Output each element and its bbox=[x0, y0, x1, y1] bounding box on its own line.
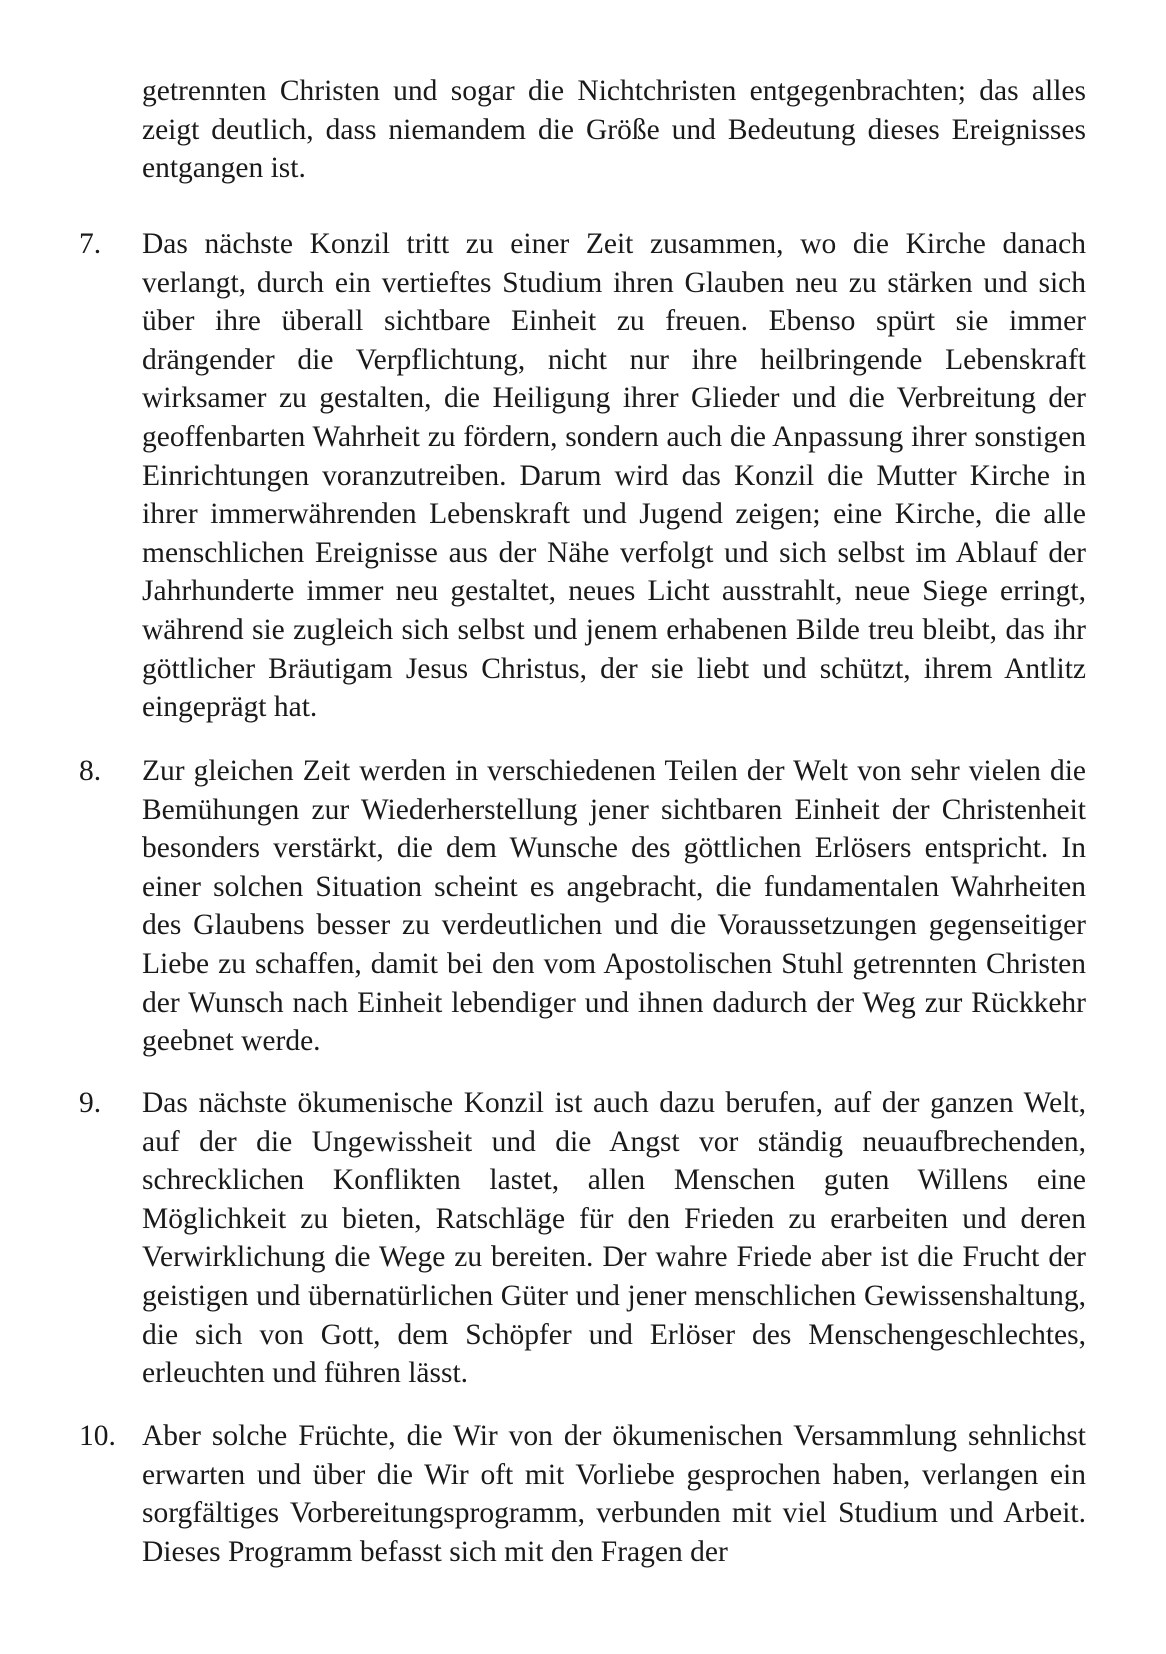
paragraph-7: Das nächste Konzil tritt zu einer Zeit zusammen, wo die Kirche danach verlangt, durch ein vertieftes Studium ihren Glauben neu zu stärken und sich über ihre überall sichtbare Einheit zu freuen. Ebenso spürt sie immer drängender die Verpflichtung, nicht nur ihre heilbringende Lebenskraft wirksamer zu gestalten, die Heiligung ihrer Glieder und die Verbreitung der geoffenbarten Wahrheit zu fördern, sondern auch die Anpassung ihrer sonstigen Einrichtungen voranzutreiben. Darum wird das Konzil die Mutter Kirche in ihrer immerwährenden Lebenskraft und Jugend zeigen; eine Kirche, die alle menschlichen Ereignisse aus der Nähe verfolgt und sich selbst im Ablauf der Jahrhunderte immer neu gestaltet, neues Licht ausstrahlt, neue Siege erringt, während sie zugleich sich selbst und jenem erhabenen Bilde treu bleibt, das ihr göttlicher Bräutigam Jesus Christus, der sie liebt und schützt, ihrem Antlitz eingeprägt hat. bbox=[142, 228, 1086, 724]
paragraph-10: Aber solche Früchte, die Wir von der ökumenischen Versammlung sehnlichst erwarten und über die Wir oft mit Vorliebe gesprochen haben, verlangen ein sorgfältiges Vorbereitungsprogramm, verbunden mit viel Studium und Arbeit. Dieses Programm befasst sich mit den Fragen der bbox=[142, 1420, 1086, 1568]
paragraph-9: Das nächste ökumenische Konzil ist auch dazu berufen, auf der ganzen Welt, auf der die Ungewissheit und die Angst vor ständig neuaufbrechenden, schrecklichen Konflikten lastet, allen Menschen guten Willens eine Möglichkeit zu bieten, Ratschläge für den Frieden zu erarbeiten und deren Verwirklichung die Wege zu bereiten. Der wahre Friede aber ist die Frucht der geistigen und übernatürlichen Güter und jener menschlichen Gewissenshaltung, die sich von Gott, dem Schöpfer und Erlöser des Menschengeschlechtes, erleuchten und führen lässt. bbox=[142, 1087, 1086, 1390]
paragraph-number-9: 9. bbox=[79, 1087, 102, 1119]
paragraph-number-8: 8. bbox=[79, 755, 102, 787]
paragraph-number-7: 7. bbox=[79, 228, 102, 260]
paragraph-8: Zur gleichen Zeit werden in verschiedenen Teilen der Welt von sehr vielen die Bemühungen zur Wiederherstellung jener sichtbaren Einheit der Christenheit besonders verstärkt, die dem Wunsche des göttlichen Erlösers entspricht. In einer solchen Situation scheint es angebracht, die fundamentalen Wahrheiten des Glaubens besser zu verdeutlichen und die Voraussetzungen gegenseitiger Liebe zu schaffen, damit bei den vom Apostolischen Stuhl getrennten Christen der Wunsch nach Einheit lebendiger und ihnen dadurch der Weg zur Rückkehr geebnet werde. bbox=[142, 755, 1086, 1058]
paragraph-continuation: getrennten Christen und sogar die Nichtchristen entgegenbrachten; das alles zeigt deutlich, dass niemandem die Größe und Bedeutung dieses Ereignisses entgangen ist. bbox=[142, 75, 1086, 185]
paragraph-number-10: 10. bbox=[79, 1420, 116, 1452]
